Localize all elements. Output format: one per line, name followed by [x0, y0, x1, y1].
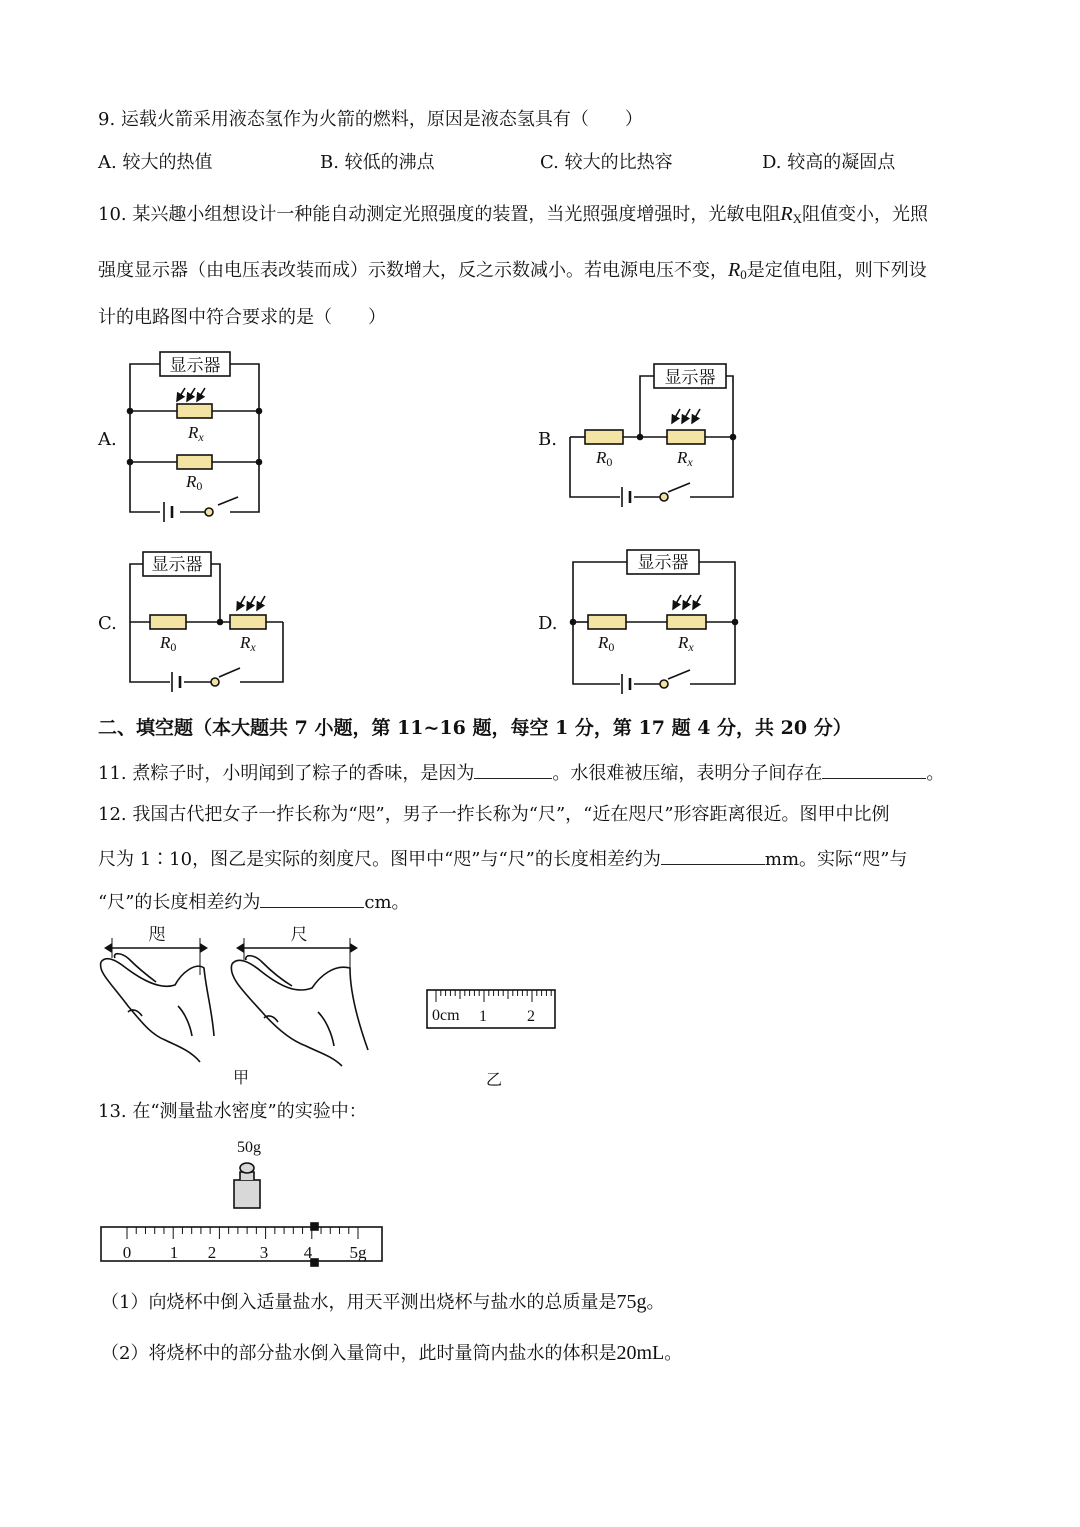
circuit-c-r0-label: [159, 633, 176, 654]
q10-line2-text-a: 强度显示器（由电压表改装而成）示数增大，反之示数减小。若电源电压不变，: [98, 260, 728, 281]
q12-blank-2[interactable]: [260, 889, 364, 908]
section2-title: 二、填空题（本大题共 7 小题，第 11~16 题，每空 1 分，第 17 题 4 分，共 20 分）: [98, 717, 852, 739]
q11-line: [98, 760, 944, 786]
q10-r0-symbol: R: [728, 259, 741, 281]
circuit-d-rx-resistor: [667, 615, 706, 629]
circuit-c-display-label: 显示器: [151, 555, 203, 575]
q9-option-d: D. 较高的凝固点: [762, 152, 896, 173]
q10-rx-symbol: R: [780, 203, 793, 225]
q10-label-a: A.: [98, 429, 117, 450]
circuit-b-rx-sub: x: [687, 455, 693, 469]
q13-step1-text: （1）向烧杯中倒入适量盐水，用天平测出烧杯与盐水的总质量是: [101, 1292, 617, 1313]
q12-line3-text-b: cm。: [364, 892, 410, 913]
circuit-d-r0-letter: R: [598, 633, 609, 652]
q13-step1-value: 75g: [616, 1291, 647, 1313]
circuit-c-rx-letter: R: [240, 633, 251, 652]
circuit-d-display-label: 显示器: [637, 553, 689, 573]
q12-chi-label: 尺: [290, 925, 308, 945]
circuit-c-r0-sub: 0: [170, 640, 177, 654]
q13-scale-label-3: 3: [259, 1243, 269, 1262]
circuit-c-r0-letter: R: [160, 633, 171, 652]
q11-text-1: 11. 煮粽子时，小明闻到了粽子的香味，是因为: [98, 763, 475, 784]
q13-step1-end: 。: [646, 1292, 665, 1313]
circuit-d-rx-label: [677, 633, 694, 654]
q12-line2-text-a: 尺为 1∶10，图乙是实际的刻度尺。图甲中“咫”与“尺”的长度相差约为: [98, 849, 661, 870]
q11-blank-2[interactable]: [822, 760, 926, 779]
q12-zhi-label: 咫: [148, 925, 166, 945]
q13-step1: [101, 1290, 664, 1315]
q10-line1-text-b: 阻值变小，光照: [801, 204, 928, 225]
circuit-a-r0-resistor: [177, 455, 212, 469]
q12-blank-1[interactable]: [661, 846, 765, 865]
q12-yi-label: 乙: [485, 1070, 503, 1089]
q13-weight-label: 50g: [237, 1139, 261, 1156]
q12-hand-zhi: [101, 938, 214, 1062]
circuit-a-rx-sub: x: [198, 430, 204, 444]
q12-line3: [98, 889, 410, 915]
circuit-b-display-label: 显示器: [664, 368, 716, 388]
q10-r0-sub: 0: [740, 267, 747, 282]
circuit-a-rx-resistor: [177, 404, 212, 418]
q10-rx-sub: X: [792, 211, 802, 226]
q13-scale-label-4: 4: [303, 1243, 313, 1262]
q10-line3: 计的电路图中符合要求的是（ ）: [98, 307, 386, 328]
circuit-d-r0-sub: 0: [608, 640, 615, 654]
circuit-a-display-label: 显示器: [169, 356, 221, 376]
q10-label-b: B.: [538, 429, 557, 450]
circuit-b-r0-sub: 0: [606, 455, 613, 469]
q12-line2-text-b: mm。实际“咫”与: [764, 849, 908, 870]
q13-weight-body: [234, 1180, 260, 1208]
circuit-b-rx-resistor: [667, 430, 705, 444]
circuit-b-rx-letter: R: [677, 448, 688, 467]
circuit-d-rx-letter: R: [678, 633, 689, 652]
circuit-c-r0-resistor: [150, 615, 186, 629]
q13-stem: 13. 在“测量盐水密度”的实验中：: [98, 1101, 367, 1122]
q13-scale-label-1: 1: [169, 1243, 179, 1262]
q13-scale-label-5: 5g: [349, 1243, 367, 1262]
circuit-b-rx-label: [676, 448, 693, 469]
q13-scale-label-0: 0: [122, 1243, 132, 1262]
circuit-a-rx-letter: R: [188, 423, 199, 442]
q12-jia-label: 甲: [232, 1068, 250, 1087]
circuit-b-r0-label: [595, 448, 612, 469]
q9-option-c: C. 较大的比热容: [540, 152, 673, 173]
circuit-c-rx-resistor: [230, 615, 266, 629]
q11-text-2: 。水很难被压缩，表明分子间存在: [552, 763, 823, 784]
q12-ruler-label-0: 0cm: [432, 1007, 460, 1024]
circuit-d-rx-sub: x: [688, 640, 694, 654]
q10-label-d: D.: [538, 613, 558, 634]
q12-ruler-label-2: 2: [527, 1008, 535, 1025]
circuit-b-r0-resistor: [585, 430, 623, 444]
q13-step2-end: 。: [664, 1343, 683, 1364]
circuit-d-r0-resistor: [588, 615, 626, 629]
q9-option-a: A. 较大的热值: [98, 152, 213, 173]
q11-blank-1[interactable]: [474, 760, 552, 779]
q10-line1-text-a: 10. 某兴趣小组想设计一种能自动测定光照强度的装置，当光照强度增强时，光敏电阻: [98, 204, 781, 225]
circuit-c-rx-label: [239, 633, 256, 654]
q12-hand-chi: [231, 938, 368, 1066]
q10-line2-text-b: 是定值电阻，则下列设: [746, 260, 927, 281]
q13-step2-value: 20mL: [616, 1342, 665, 1364]
circuit-c-rx-sub: x: [250, 640, 256, 654]
q12-line2: [98, 846, 907, 872]
circuit-a-rx-label: [187, 423, 204, 444]
q10-label-c: C.: [98, 613, 117, 634]
q11-text-3: 。: [926, 763, 945, 784]
q12-line3-text-a: “尺”的长度相差约为: [98, 892, 261, 913]
q13-scale-label-2: 2: [207, 1243, 217, 1262]
q12-line1: 12. 我国古代把女子一拃长称为“咫”，男子一拃长称为“尺”，“近在咫尺”形容距离很近。图甲中比例: [98, 804, 890, 825]
q9-stem: 9. 运载火箭采用液态氢作为火箭的燃料，原因是液态氢具有（ ）: [98, 109, 643, 130]
circuit-a-r0-sub: 0: [196, 479, 203, 493]
circuit-b-r0-letter: R: [596, 448, 607, 467]
q12-ruler-label-1: 1: [479, 1008, 487, 1025]
q9-option-b: B. 较低的沸点: [320, 152, 435, 173]
q13-step2-text: （2）将烧杯中的部分盐水倒入量筒中，此时量筒内盐水的体积是: [101, 1343, 617, 1364]
circuit-d-r0-label: [597, 633, 614, 654]
circuit-a-r0-letter: R: [186, 472, 197, 491]
q13-balance: [101, 1163, 382, 1266]
circuit-a-r0-label: [185, 472, 202, 493]
q13-step2: [101, 1341, 682, 1366]
